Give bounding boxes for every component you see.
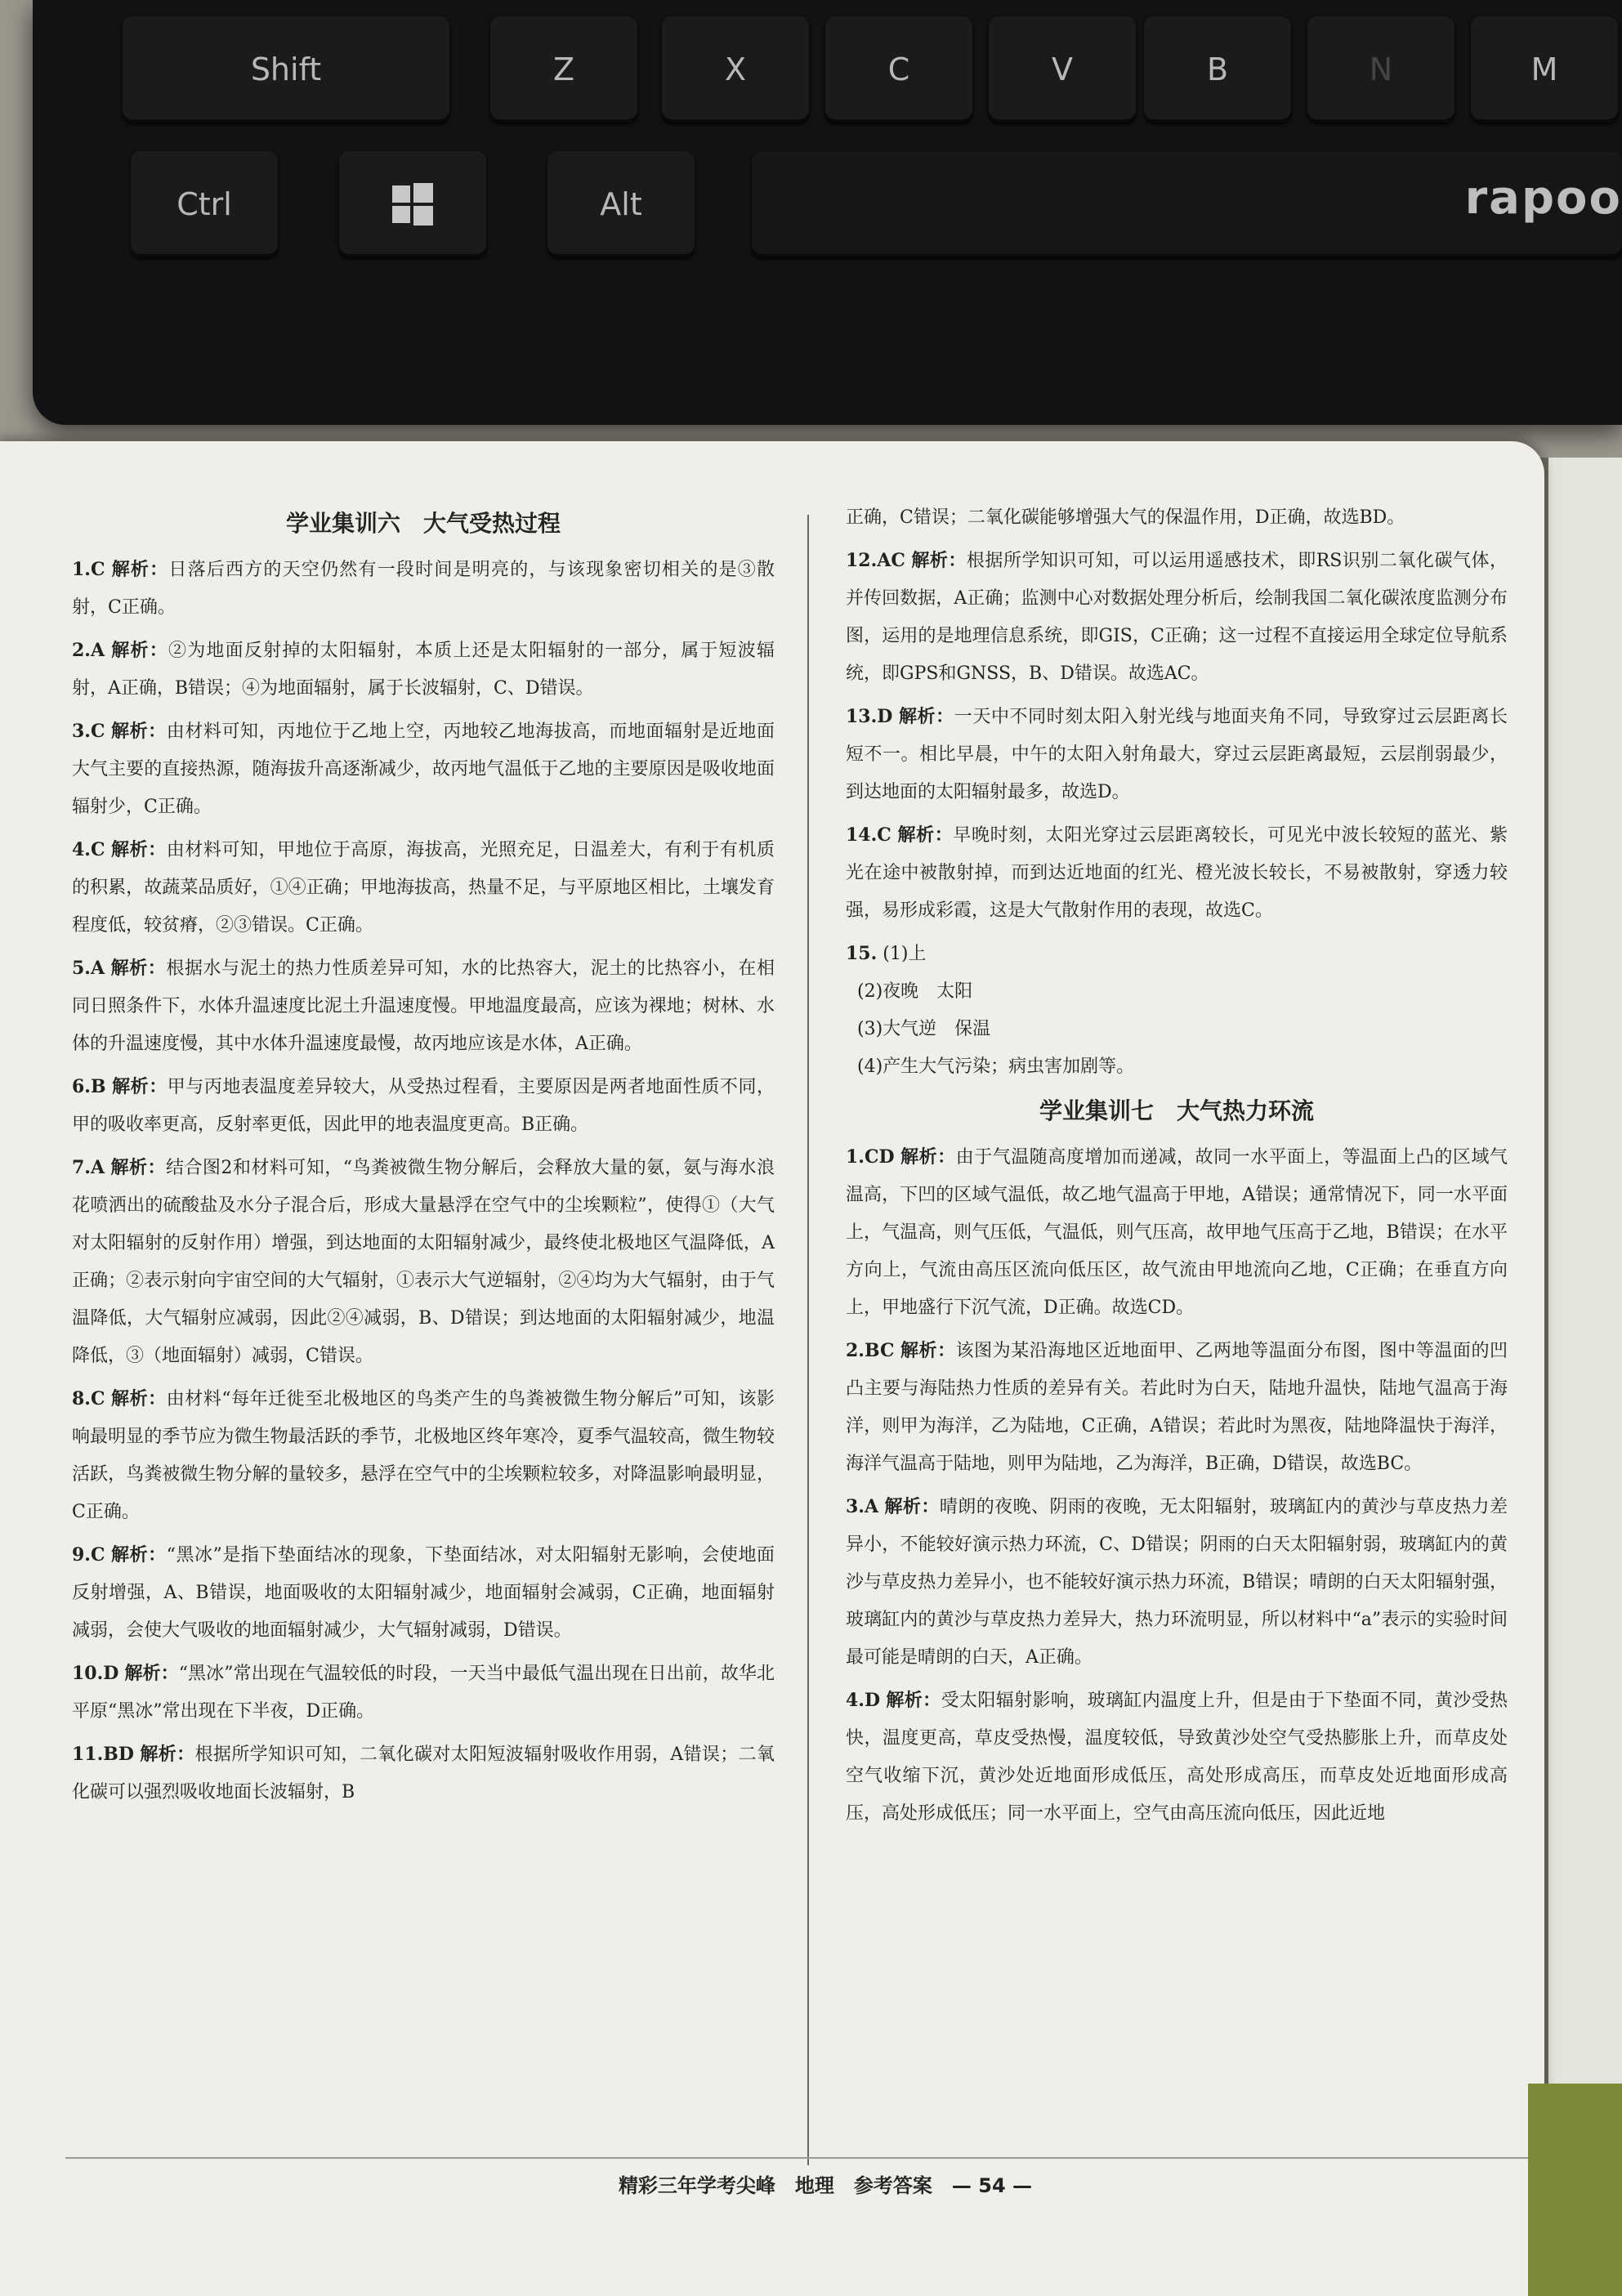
analysis-label: 解析： bbox=[898, 706, 954, 727]
answer-text: 正确，C错误；二氧化碳能够增强大气的保温作用，D正确，故选BD。 bbox=[846, 507, 1405, 528]
answer-number: 7.A bbox=[72, 1157, 105, 1178]
key-b: B bbox=[1144, 16, 1291, 123]
analysis-label: 解析： bbox=[900, 1146, 956, 1168]
answer-text: 根据水与泥土的热力性质差异可知，水的比热容大，泥土的比热容小，在相同日照条件下，水体升温速度比泥土升温速度慢。甲地温度最高，应该为裸地；树林、水体的升温速度慢，其中水体升温速度最慢，故丙地应该是水体，A正确。 bbox=[72, 958, 775, 1054]
right-answer-list-bottom bbox=[846, 1138, 1508, 1833]
answer-number: 1.CD bbox=[846, 1146, 895, 1168]
analysis-label: 解析： bbox=[111, 559, 169, 580]
answer-item bbox=[72, 831, 775, 945]
answer-number: 11.BD bbox=[72, 1744, 134, 1765]
answer-item bbox=[72, 1735, 775, 1811]
answer-item bbox=[72, 712, 775, 826]
analysis-label: 解析： bbox=[897, 824, 954, 846]
analysis-label: 解析： bbox=[884, 1496, 940, 1517]
answer-text: 由材料“每年迁徙至北极地区的鸟类产生的鸟粪被微生物分解后”可知，该影响最明显的季节应为微生物最活跃的季节，北极地区终年寒冷，夏季气温较高，微生物较活跃，鸟粪被微生物分解的量较多，悬浮在空气中的尘埃颗粒较多，对降温影响最明显，C正确。 bbox=[72, 1389, 775, 1522]
column-divider bbox=[807, 515, 809, 2165]
answer-text: 根据所学知识可知，二氧化碳对太阳短波辐射吸收作用弱，A错误；二氧化碳可以强烈吸收地面长波辐射，B bbox=[72, 1744, 775, 1802]
answer-text: ②为地面反射掉的太阳辐射，本质上还是太阳辐射的一部分，属于短波辐射，A正确，B错误；④为地面辐射，属于长波辐射，C、D错误。 bbox=[72, 641, 775, 699]
answer-text: 甲与丙地表温度差异较大，从受热过程看，主要原因是两者地面性质不同，甲的吸收率更高，反射率更低，因此甲的地表温度更高。B正确。 bbox=[72, 1077, 775, 1135]
answer-text: 该图为某沿海地区近地面甲、乙两地等温面分布图，图中等温面的凹凸主要与海陆热力性质的差异有关。若此时为白天，陆地升温快，陆地气温高于海洋，则甲为海洋，乙为陆地，C正确，A错误；若此时为黑夜，陆地降温快于海洋，海洋气温高于陆地，则甲为陆地，乙为海洋，B正确，D错误，故选BC。 bbox=[846, 1341, 1508, 1474]
answer-item bbox=[846, 1332, 1508, 1483]
answer-item bbox=[846, 542, 1508, 693]
windows-logo-icon bbox=[391, 182, 435, 226]
answer-number: 5.A bbox=[72, 958, 105, 979]
key-z: Z bbox=[490, 16, 637, 123]
answer-item bbox=[846, 816, 1508, 930]
footer-rule bbox=[65, 2157, 1528, 2159]
answer-item bbox=[846, 698, 1508, 811]
answer-text: 由材料可知，丙地位于乙地上空，丙地较乙地海拔高，而地面辐射是近地面大气主要的直接热源，随海拔升高逐渐减少，故丙地气温低于乙地的主要原因是吸收地面辐射少，C正确。 bbox=[72, 721, 775, 817]
answer-text: 晴朗的夜晚、阴雨的夜晚，无太阳辐射，玻璃缸内的黄沙与草皮热力差异小，不能较好演示热力环流，C、D错误；阴雨的白天太阳辐射弱，玻璃缸内的黄沙与草皮热力差异小，也不能较好演示热力环流，B错误；晴朗的白天太阳辐射强，玻璃缸内的黄沙与草皮热力差异大，热力环流明显，所以材料中“a”表示的实验时间最可能是晴朗的白天，A正确。 bbox=[846, 1497, 1508, 1668]
answer-text: 结合图2和材料可知，“鸟粪被微生物分解后，会释放大量的氨，氨与海水浪花喷洒出的硫酸盐及水分子混合后，形成大量悬浮在空气中的尘埃颗粒”，使得①（大气对太阳辐射的反射作用）增强，到达地面的太阳辐射减少，最终使北极地区气温降低，A正确；②表示射向宇宙空间的大气辐射，①表示大气逆辐射，②④均为大气辐射，由于气温降低，大气辐射应减弱，因此②④减弱，B、D错误；到达地面的太阳辐射减少，地温降低，③（地面辐射）减弱，C错误。 bbox=[72, 1158, 775, 1366]
answer-15 bbox=[846, 935, 1508, 1086]
answer-15-line-2: (2)夜晚 太阳 bbox=[857, 981, 973, 1002]
answer-number: 1.C bbox=[72, 559, 105, 580]
answer-item bbox=[72, 1655, 775, 1731]
answer-number: 8.C bbox=[72, 1388, 105, 1409]
key-c: C bbox=[825, 16, 972, 123]
answer-number: 2.BC bbox=[846, 1340, 895, 1361]
next-page-edge bbox=[1548, 458, 1622, 2296]
analysis-label: 解析： bbox=[111, 839, 167, 860]
answer-text: 一天中不同时刻太阳入射光线与地面夹角不同，导致穿过云层距离长短不一。相比早晨，中午的太阳入射角最大，穿过云层距离最短，云层削弱最少，到达地面的太阳辐射最多，故选D。 bbox=[846, 707, 1508, 802]
answer-15-line-1: (1)上 bbox=[882, 944, 927, 964]
answer-number: 12.AC bbox=[846, 550, 905, 571]
answer-15-line-4: (4)产生大气污染；病虫害加剧等。 bbox=[857, 1056, 1135, 1077]
answer-item bbox=[846, 498, 1508, 537]
key-m: M bbox=[1471, 16, 1618, 123]
answer-number: 14.C bbox=[846, 824, 891, 846]
analysis-label: 解析： bbox=[111, 1388, 167, 1409]
answer-number: 10.D bbox=[72, 1663, 119, 1684]
analysis-label: 解析： bbox=[124, 1663, 179, 1684]
analysis-label: 解析： bbox=[111, 721, 167, 742]
key-alt: Alt bbox=[547, 151, 695, 257]
analysis-label: 解析： bbox=[886, 1690, 941, 1711]
key-windows bbox=[339, 151, 486, 257]
answer-item bbox=[846, 1682, 1508, 1833]
keyboard bbox=[33, 0, 1622, 425]
answer-item bbox=[846, 1488, 1508, 1677]
answer-text: 日落后西方的天空仍然有一段时间是明亮的，与该现象密切相关的是③散射，C正确。 bbox=[72, 560, 775, 618]
answer-item bbox=[72, 949, 775, 1063]
table-surface bbox=[1528, 2084, 1622, 2296]
right-answer-list-top bbox=[846, 498, 1508, 930]
answer-text: 早晚时刻，太阳光穿过云层距离较长，可见光中波长较短的蓝光、紫光在途中被散射掉，而到达近地面的红光、橙光波长较长，不易被散射，穿透力较强，易形成彩霞，这是大气散射作用的表现，故选C。 bbox=[846, 825, 1508, 921]
answer-text: “黑冰”是指下垫面结冰的现象，下垫面结冰，对太阳辐射无影响，会使地面反射增强，A、B错误，地面吸收的太阳辐射减少，地面辐射会减弱，C正确，地面辐射减弱，会使大气吸收的地面辐射减少，大气辐射减弱，D错误。 bbox=[72, 1545, 775, 1641]
analysis-label: 解析： bbox=[110, 958, 167, 979]
key-shift: Shift bbox=[123, 16, 449, 123]
answer-text: 根据所学知识可知，可以运用遥感技术，即RS识别二氧化碳气体，并传回数据，A正确；监测中心对数据处理分析后，绘制我国二氧化碳浓度监测分布图，运用的是地理信息系统，即GIS，C正确；这一过程不直接运用全球定位导航系统，即GPS和GNSS，B、D错误。故选AC。 bbox=[846, 551, 1508, 684]
analysis-label: 解析： bbox=[911, 550, 967, 571]
answer-text: “黑冰”常出现在气温较低的时段，一天当中最低气温出现在日出前，故华北平原“黑冰”常出现在下半夜，D正确。 bbox=[72, 1664, 775, 1722]
answer-number: 9.C bbox=[72, 1544, 105, 1566]
answer-number: 2.A bbox=[72, 640, 105, 661]
answer-text: 受太阳辐射影响，玻璃缸内温度上升，但是由于下垫面不同，黄沙受热快，温度更高，草皮受热慢，温度较低，导致黄沙处空气受热膨胀上升，而草皮处空气收缩下沉，黄沙处近地面形成低压，高处形成高压，而草皮处近地面形成高压，高处形成低压；同一水平面上，空气由高压流向低压，因此近地 bbox=[846, 1691, 1508, 1824]
answer-item bbox=[72, 1149, 775, 1375]
left-answer-list bbox=[72, 551, 775, 1811]
answer-number: 6.B bbox=[72, 1076, 106, 1097]
analysis-label: 解析： bbox=[112, 1076, 168, 1097]
key-n: N bbox=[1307, 16, 1454, 123]
answer-item bbox=[72, 1380, 775, 1531]
analysis-label: 解析： bbox=[111, 1544, 167, 1566]
section-title-6: 学业集训六 大气受热过程 bbox=[285, 510, 561, 537]
answer-number: 4.D bbox=[846, 1690, 881, 1711]
key-v: V bbox=[989, 16, 1136, 123]
analysis-label: 解析： bbox=[110, 1157, 166, 1178]
answer-item bbox=[72, 551, 775, 627]
keyboard-brand-logo: rapoo bbox=[1464, 172, 1622, 225]
answer-number: 13.D bbox=[846, 706, 893, 727]
analysis-label: 解析： bbox=[900, 1340, 956, 1361]
key-ctrl: Ctrl bbox=[131, 151, 278, 257]
key-x: X bbox=[662, 16, 809, 123]
answer-item bbox=[72, 1536, 775, 1650]
answer-number: 3.A bbox=[846, 1496, 879, 1517]
answer-number: 15. bbox=[846, 943, 878, 964]
analysis-label: 解析： bbox=[140, 1744, 195, 1765]
answer-text: 由材料可知，甲地位于高原，海拔高，光照充足，日温差大，有利于有机质的积累，故蔬菜品质好，①④正确；甲地海拔高，热量不足，与平原地区相比，土壤发育程度低，较贫瘠，②③错误。C正确。 bbox=[72, 840, 775, 936]
right-column bbox=[846, 498, 1508, 1838]
page-footer: 精彩三年学考尖峰 地理 参考答案 — 54 — bbox=[618, 2174, 1033, 2197]
answer-number: 4.C bbox=[72, 839, 105, 860]
section-title-7: 学业集训七 大气热力环流 bbox=[1039, 1097, 1314, 1124]
answer-item bbox=[72, 1068, 775, 1144]
analysis-label: 解析： bbox=[111, 640, 168, 661]
answer-number: 3.C bbox=[72, 721, 105, 742]
answer-item bbox=[846, 1138, 1508, 1327]
answer-text: 由于气温随高度增加而递减，故同一水平面上，等温面上凸的区域气温高，下凹的区域气温低，故乙地气温高于甲地，A错误；通常情况下，同一水平面上，气温高，则气压低，气温低，则气压高，故甲地气压高于乙地，B错误；在水平方向上，气流由高压区流向低压区，故气流由甲地流向乙地，C正确；在垂直方向上，甲地盛行下沉气流，D正确。故选CD。 bbox=[846, 1147, 1508, 1318]
answer-item bbox=[72, 632, 775, 708]
left-column bbox=[72, 498, 775, 1816]
answer-15-line-3: (3)大气逆 保温 bbox=[857, 1019, 991, 1039]
